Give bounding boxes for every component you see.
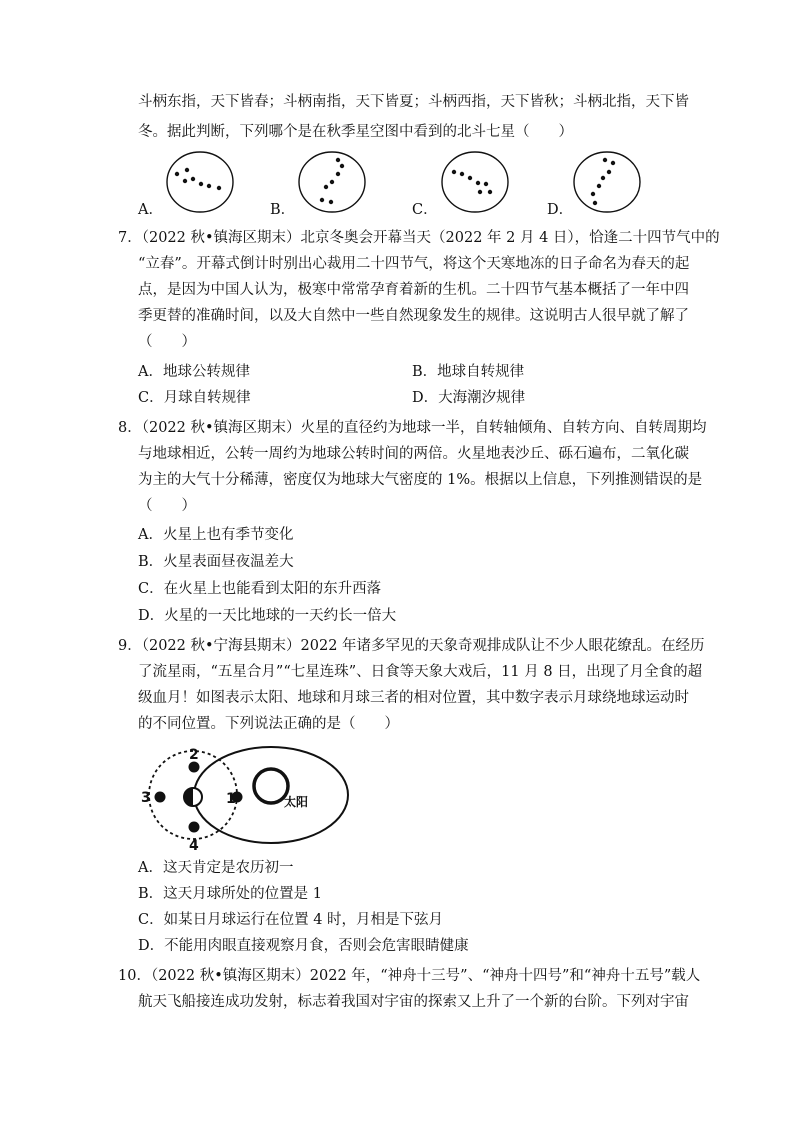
q9-option-c: C．如某日月球运行在位置 4 时，月相是下弦月 [138, 912, 444, 928]
q10-line-2: 航天飞船接连成功发射，标志着我国对宇宙的探索又上升了一个新的台阶。下列对宇宙 [138, 994, 689, 1010]
q7-option-d: D．大海潮汐规律 [412, 390, 526, 406]
q8-option-a: A．火星上也有季节变化 [138, 527, 294, 543]
label-3: 3 [141, 790, 151, 806]
sun [254, 769, 288, 803]
dipper-figure-a [165, 150, 235, 214]
q9-line-4: 的不同位置。下列说法正确的是（ ） [138, 716, 399, 732]
moon-position-2 [189, 762, 200, 773]
earth-orbit [194, 747, 348, 843]
q8-line-1: 8．（2022 秋•镇海区期末）火星的直径约为地球一半，自转轴倾角、自转方向、自转周期均 [118, 420, 707, 436]
q8-option-b: B．火星表面昼夜温差大 [138, 554, 294, 570]
q10-line-1: 10．（2022 秋•镇海区期末）2022 年，“神舟十三号”、“神舟十四号”和“神舟十五号”载人 [118, 968, 701, 984]
q8-option-c: C．在火星上也能看到太阳的东升西落 [138, 581, 382, 597]
q9-line-1: 9．（2022 秋•宁海县期末）2022 年诸多罕见的天象奇观排成队让不少人眼花缭乱。在经历 [118, 638, 705, 654]
dipper-figure-c [440, 150, 510, 214]
q6-line-1: 斗柄东指，天下皆春；斗柄南指，天下皆夏；斗柄西指，天下皆秋；斗柄北指，天下皆 [138, 94, 689, 110]
q6-option-b-label: B． [270, 202, 296, 218]
label-1: 1 [226, 791, 236, 807]
dipper-figure-b [298, 150, 368, 216]
q7-line-1: 7．（2022 秋•镇海区期末）北京冬奥会开幕当天（2022 年 2 月 4 日），恰逢二十四节气中的 [118, 230, 720, 246]
label-4: 4 [189, 838, 199, 854]
q6-option-d-label: D． [547, 202, 574, 218]
label-2: 2 [189, 747, 199, 763]
q8-line-4: （ ） [138, 498, 196, 514]
q9-line-2: 了流星雨，“五星合月”“七星连珠”、日食等天象大戏后，11 月 8 日，出现了月全食的超 [138, 664, 703, 680]
q7-option-b: B．地球自转规律 [412, 364, 525, 380]
q6-option-c-label: C． [412, 202, 438, 218]
q8-line-3: 为主的大气十分稀薄，密度仅为地球大气密度的 1%。根据以上信息，下列推测错误的是 [138, 472, 703, 488]
q8-line-2: 与地球相近，公转一周约为地球公转时间的两倍。火星地表沙丘、砾石遍布，二氧化碳 [138, 446, 689, 462]
q7-line-4: 季更替的准确时间，以及大自然中一些自然现象发生的规律。这说明古人很早就了解了 [138, 308, 689, 324]
q6-line-2: 冬。据此判断，下列哪个是在秋季星空图中看到的北斗七星（ ） [138, 124, 573, 140]
q9-option-a: A．这天肯定是农历初一 [138, 860, 294, 876]
dipper-figure-d [573, 150, 643, 216]
q9-option-b: B．这天月球所处的位置是 1 [138, 886, 322, 902]
q9-option-d: D．不能用肉眼直接观察月食，否则会危害眼睛健康 [138, 938, 469, 954]
moon-position-4 [189, 822, 200, 833]
q8-option-d: D．火星的一天比地球的一天约长一倍大 [138, 608, 397, 624]
sun-earth-moon-diagram [136, 740, 356, 858]
moon-position-3 [155, 792, 166, 803]
q9-line-3: 级血月！如图表示太阳、地球和月球三者的相对位置，其中数字表示月球绕地球运动时 [138, 690, 689, 706]
q7-line-5: （ ） [138, 334, 196, 350]
q7-line-3: 点，是因为中国人认为，极寒中常常孕育着新的生机。二十四节气基本概括了一年中四 [138, 282, 689, 298]
q7-line-2: “立春”。开幕式倒计时别出心裁用二十四节气，将这个天寒地冻的日子命名为春天的起 [138, 256, 690, 272]
q7-option-c: C．月球自转规律 [138, 390, 251, 406]
q7-option-a: A．地球公转规律 [138, 364, 250, 380]
sun-label: 太阳 [284, 795, 309, 809]
q6-option-a-label: A． [138, 202, 163, 218]
